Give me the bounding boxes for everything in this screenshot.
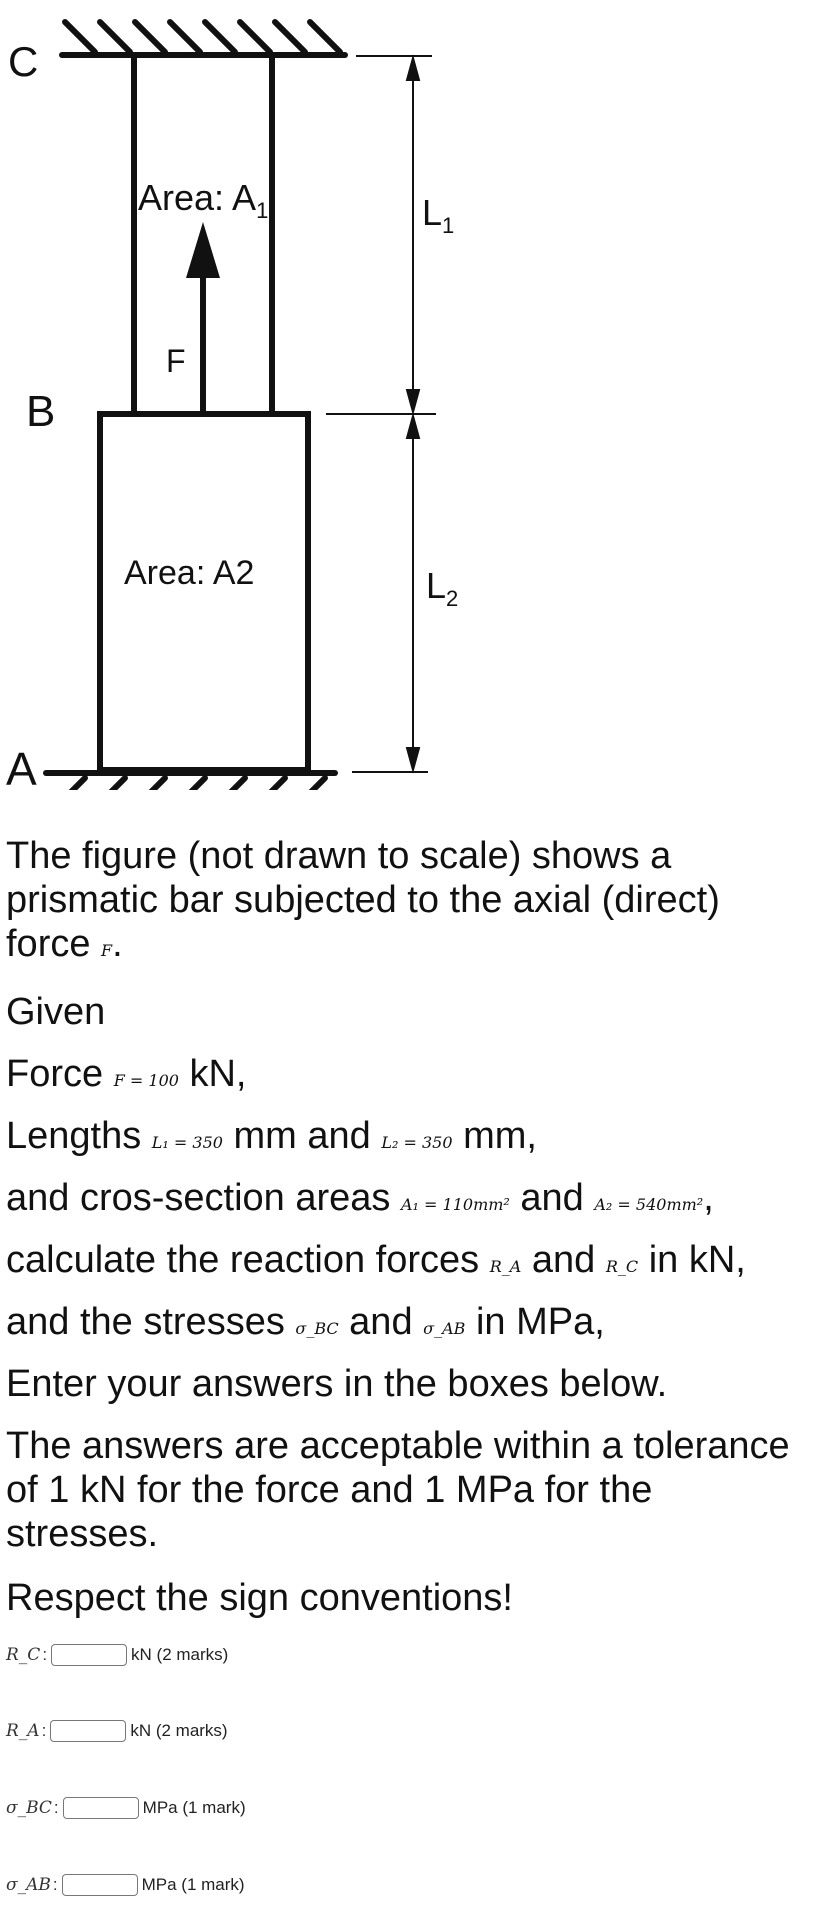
label-b: B <box>26 387 56 436</box>
answer-input-rc[interactable] <box>51 1644 127 1666</box>
answer-row-sbc <box>6 1797 246 1819</box>
answer-colon: : <box>41 1721 47 1740</box>
lengths-line <box>6 1114 813 1165</box>
dimension-lines <box>326 56 436 772</box>
label-a: A <box>6 743 37 790</box>
answer-colon: : <box>52 1875 58 1894</box>
mm-and-text: mm and <box>233 1115 371 1157</box>
comma: , <box>703 1177 714 1219</box>
answer-unit-ra: kN (2 marks) <box>130 1721 228 1740</box>
and-word: and <box>520 1177 584 1219</box>
bar-figure <box>0 0 821 790</box>
bottom-wall-support <box>46 773 335 790</box>
stress-word: and the stresses <box>6 1301 285 1343</box>
answer-row-ra <box>6 1720 228 1742</box>
calc-line <box>6 1238 813 1289</box>
areas-line <box>6 1176 813 1227</box>
given-text: Given <box>6 991 106 1033</box>
answer-label-rc: R_C <box>6 1645 41 1665</box>
in-mpa-text: in MPa, <box>475 1301 605 1343</box>
answer-input-sab[interactable] <box>62 1874 138 1896</box>
l2-expression: L₂ = 350 <box>381 1133 453 1152</box>
l1-expression: L₁ = 350 <box>151 1133 223 1152</box>
lower-bar-section <box>100 414 308 770</box>
rc-symbol: R_C <box>605 1257 639 1276</box>
mm-end-text: mm, <box>463 1115 537 1157</box>
sbc-symbol: σ_BC <box>295 1319 339 1338</box>
area-1-label: Area: $A_1$ <box>138 177 269 223</box>
answer-input-ra[interactable] <box>50 1720 126 1742</box>
answer-unit-sbc: MPa (1 mark) <box>142 1798 246 1817</box>
a2-expression: A₂ = 540mm² <box>594 1195 704 1214</box>
force-line <box>6 1052 813 1103</box>
answer-unit-rc: kN (2 marks) <box>131 1645 229 1664</box>
enter-line <box>6 1362 813 1406</box>
respect-line <box>6 1576 813 1620</box>
answer-row-rc <box>6 1644 228 1666</box>
calc-word: calculate the reaction forces <box>6 1239 480 1281</box>
intro-end: . <box>112 923 123 965</box>
answer-label-sab: σ_AB <box>6 1875 51 1895</box>
answer-colon: : <box>53 1798 59 1817</box>
areas-word: and cros-section areas <box>6 1177 391 1219</box>
area-2-label: Area: A2 <box>124 554 255 592</box>
a1-expression: A₁ = 110mm² <box>400 1195 510 1214</box>
length-1-label: $L_1$ <box>422 192 455 238</box>
intro-paragraph <box>6 834 813 973</box>
intro-force-symbol: F <box>101 941 113 960</box>
answer-input-sbc[interactable] <box>63 1797 139 1819</box>
top-wall-support <box>62 22 345 55</box>
answer-unit-sab: MPa (1 mark) <box>141 1875 245 1894</box>
stress-line <box>6 1300 813 1351</box>
respect-text: Respect the sign conventions! <box>6 1577 513 1619</box>
intro-text: The figure (not drawn to scale) shows a prismatic bar subjected to the axial (direct) force <box>6 835 720 965</box>
force-word: Force <box>6 1053 104 1095</box>
force-unit: kN, <box>189 1053 247 1095</box>
force-expression: F = 100 <box>113 1071 179 1090</box>
lengths-word: Lengths <box>6 1115 142 1157</box>
answer-colon: : <box>42 1645 48 1664</box>
answer-label-sbc: σ_BC <box>6 1798 52 1818</box>
enter-text: Enter your answers in the boxes below. <box>6 1363 668 1405</box>
sab-symbol: σ_AB <box>423 1319 466 1338</box>
and-word-2: and <box>531 1239 596 1281</box>
answer-row-sab <box>6 1874 245 1896</box>
length-2-label: $L_2$ <box>426 565 459 611</box>
ra-symbol: R_A <box>489 1257 522 1276</box>
force-arrow <box>186 222 220 414</box>
force-label: F <box>166 343 186 379</box>
tolerance-text: The answers are acceptable within a tolerance of 1 kN for the force and 1 MPa for the stresses. <box>6 1425 790 1555</box>
label-c: C <box>8 38 39 85</box>
and-word-3: and <box>349 1301 413 1343</box>
answer-label-ra: R_A <box>6 1721 40 1741</box>
in-kn-text: in kN, <box>648 1239 746 1281</box>
tolerance-paragraph <box>6 1424 813 1556</box>
given-line <box>6 990 813 1034</box>
